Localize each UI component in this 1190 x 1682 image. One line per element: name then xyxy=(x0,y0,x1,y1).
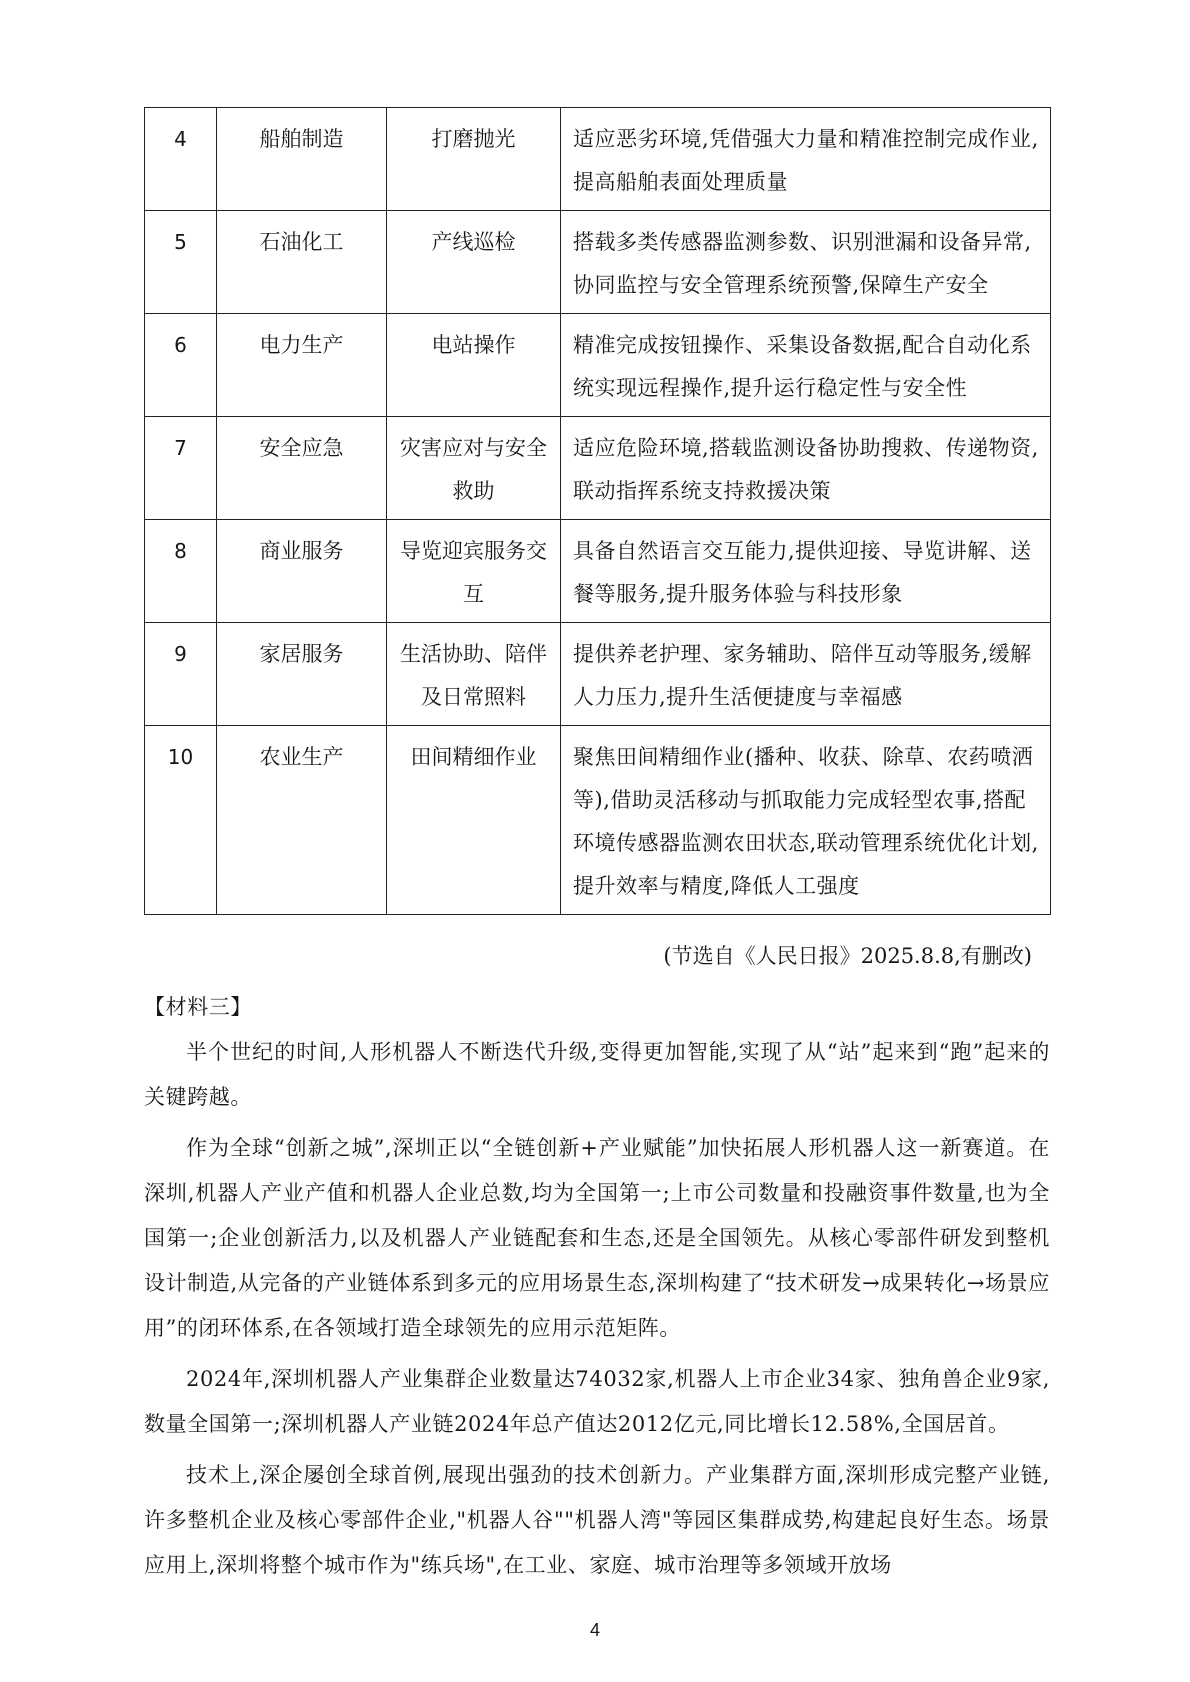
description-cell: 提供养老护理、家务辅助、陪伴互动等服务,缓解人力压力,提升生活便捷度与幸福感 xyxy=(561,623,1051,726)
table-row xyxy=(145,726,1051,915)
row-number-cell: 8 xyxy=(145,520,217,623)
scene-cell: 打磨抛光 xyxy=(387,108,561,211)
table-row xyxy=(145,520,1051,623)
section-heading: 【材料三】 xyxy=(144,995,252,1019)
row-number-cell: 6 xyxy=(145,314,217,417)
row-number-cell: 4 xyxy=(145,108,217,211)
description-cell: 具备自然语言交互能力,提供迎接、导览讲解、送餐等服务,提升服务体验与科技形象 xyxy=(561,520,1051,623)
table-row xyxy=(145,211,1051,314)
row-number-cell: 7 xyxy=(145,417,217,520)
description-cell: 适应危险环境,搭载监测设备协助搜救、传递物资,联动指挥系统支持救援决策 xyxy=(561,417,1051,520)
scene-cell: 灾害应对与安全救助 xyxy=(387,417,561,520)
scene-cell: 产线巡检 xyxy=(387,211,561,314)
paragraph-4: 技术上,深企屡创全球首例,展现出强劲的技术创新力。产业集群方面,深圳形成完整产业链,许多整机企业及核心零部件企业,"机器人谷""机器人湾"等园区集群成势,构建起良好生态。场景应用上,深圳将整个城市作为"练兵场",在工业、家庭、城市治理等多领域开放场 xyxy=(144,1463,1050,1577)
field-cell: 商业服务 xyxy=(217,520,387,623)
table-row xyxy=(145,108,1051,211)
scene-cell: 生活协助、陪伴及日常照料 xyxy=(387,623,561,726)
source-note: (节选自《人民日报》2025.8.8,有删改) xyxy=(663,944,1032,968)
material-three-section xyxy=(144,985,1050,1594)
field-cell: 家居服务 xyxy=(217,623,387,726)
field-cell: 船舶制造 xyxy=(217,108,387,211)
scene-cell: 导览迎宾服务交互 xyxy=(387,520,561,623)
description-cell: 精准完成按钮操作、采集设备数据,配合自动化系统实现远程操作,提升运行稳定性与安全性 xyxy=(561,314,1051,417)
description-cell: 适应恶劣环境,凭借强大力量和精准控制完成作业,提高船舶表面处理质量 xyxy=(561,108,1051,211)
table-row xyxy=(145,417,1051,520)
page-number: 4 xyxy=(589,1620,600,1640)
field-cell: 安全应急 xyxy=(217,417,387,520)
scene-cell: 田间精细作业 xyxy=(387,726,561,915)
description-cell: 搭载多类传感器监测参数、识别泄漏和设备异常,协同监控与安全管理系统预警,保障生产安全 xyxy=(561,211,1051,314)
table-row xyxy=(145,314,1051,417)
paragraph-1: 半个世纪的时间,人形机器人不断迭代升级,变得更加智能,实现了从“站”起来到“跑”起来的关键跨越。 xyxy=(144,1040,1050,1109)
table-row xyxy=(145,623,1051,726)
row-number-cell: 9 xyxy=(145,623,217,726)
scene-cell: 电站操作 xyxy=(387,314,561,417)
application-scenarios-table xyxy=(144,107,1051,915)
paragraph-2: 作为全球“创新之城”,深圳正以“全链创新+产业赋能”加快拓展人形机器人这一新赛道。在深圳,机器人产业产值和机器人企业总数,均为全国第一;上市公司数量和投融资事件数量,也为全国第一;企业创新活力,以及机器人产业链配套和生态,还是全国领先。从核心零部件研发到整机设计制造,从完备的产业链体系到多元的应用场景生态,深圳构建了“技术研发→成果转化→场景应用”的闭环体系,在各领域打造全球领先的应用示范矩阵。 xyxy=(144,1136,1050,1340)
row-number-cell: 10 xyxy=(145,726,217,915)
field-cell: 农业生产 xyxy=(217,726,387,915)
table-body xyxy=(145,108,1051,915)
paragraph-3: 2024年,深圳机器人产业集群企业数量达74032家,机器人上市企业34家、独角兽企业9家,数量全国第一;深圳机器人产业链2024年总产值达2012亿元,同比增长12.58%,全国居首。 xyxy=(144,1367,1050,1436)
field-cell: 电力生产 xyxy=(217,314,387,417)
row-number-cell: 5 xyxy=(145,211,217,314)
description-cell: 聚焦田间精细作业(播种、收获、除草、农药喷洒等),借助灵活移动与抓取能力完成轻型农事,搭配环境传感器监测农田状态,联动管理系统优化计划,提升效率与精度,降低人工强度 xyxy=(561,726,1051,915)
field-cell: 石油化工 xyxy=(217,211,387,314)
